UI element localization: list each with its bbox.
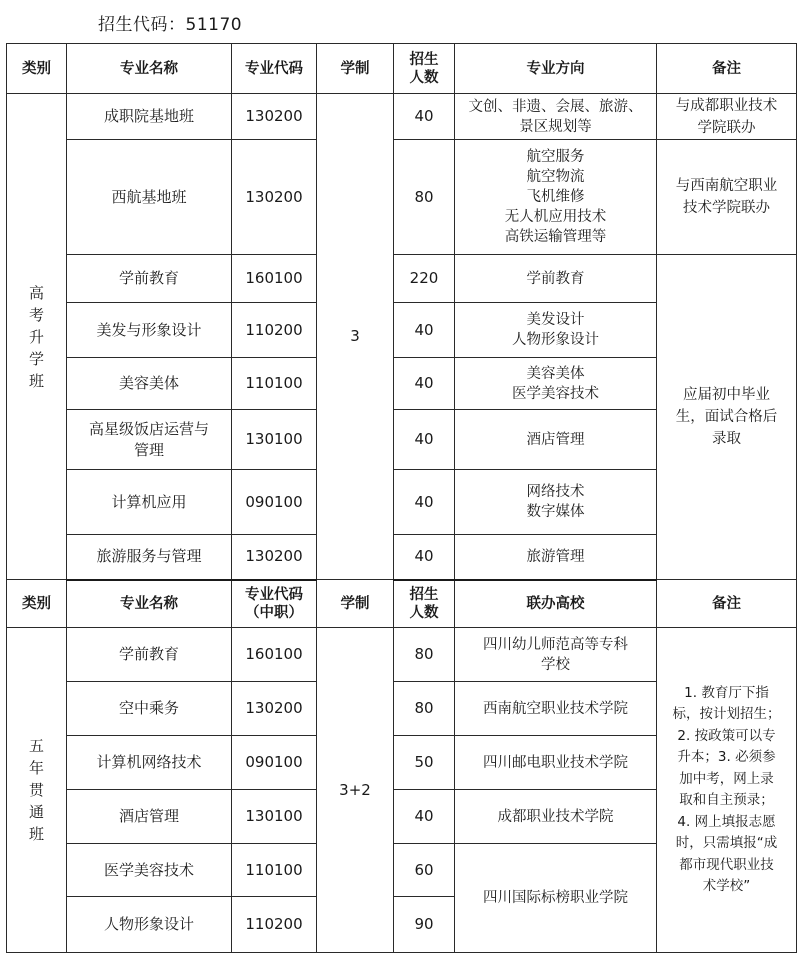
major-direction: 航空服务 航空物流 飞机维修 无人机应用技术 高铁运输管理等 (455, 140, 657, 255)
header-direction: 专业方向 (455, 44, 657, 94)
major-direction: 酒店管理 (455, 410, 657, 470)
major-name: 学前教育 (67, 255, 232, 303)
major-name: 人物形象设计 (67, 897, 232, 953)
enrollment-table (6, 43, 797, 953)
major-name: 医学美容技术 (67, 844, 232, 897)
major-code: 130200 (232, 535, 317, 580)
major-name: 计算机网络技术 (67, 736, 232, 790)
enroll-count: 40 (394, 94, 455, 140)
major-code: 160100 (232, 255, 317, 303)
major-code: 090100 (232, 470, 317, 535)
header-remark: 备注 (657, 44, 797, 94)
enroll-count: 60 (394, 844, 455, 897)
enrollment-code-title: 招生代码：51170 (98, 15, 243, 35)
major-code: 130200 (232, 682, 317, 736)
major-name: 成职院基地班 (67, 94, 232, 140)
major-code: 110100 (232, 358, 317, 410)
partner-school: 成都职业技术学院 (455, 790, 657, 844)
section-category-gaokao: 高 考 升 学 班 (7, 94, 67, 580)
remark: 与成都职业技术 学院联办 (657, 94, 797, 140)
header-remark: 备注 (657, 580, 797, 628)
major-name: 美发与形象设计 (67, 303, 232, 358)
enroll-count: 40 (394, 470, 455, 535)
enroll-count: 220 (394, 255, 455, 303)
table-row (7, 628, 797, 682)
major-code: 110200 (232, 897, 317, 953)
major-direction: 美容美体 医学美容技术 (455, 358, 657, 410)
table-row (7, 94, 797, 140)
major-direction: 网络技术 数字媒体 (455, 470, 657, 535)
duration-value: 3+2 (317, 628, 394, 953)
header-school: 联办高校 (455, 580, 657, 628)
duration-value: 3 (317, 94, 394, 580)
major-name: 美容美体 (67, 358, 232, 410)
major-name: 酒店管理 (67, 790, 232, 844)
major-code: 160100 (232, 628, 317, 682)
header-row-1 (7, 44, 797, 94)
major-code: 110200 (232, 303, 317, 358)
notes: 1. 教育厅下指 标，按计划招生； 2. 按政策可以专 升本；3. 必须参 加中考，网上录 取和自主预录； 4. 网上填报志愿 时，只需填报“成 都市现代职业技 术学校” (657, 628, 797, 953)
header-enroll: 招生 人数 (394, 44, 455, 94)
major-direction: 美发设计 人物形象设计 (455, 303, 657, 358)
table-row (7, 140, 797, 255)
major-name: 高星级饭店运营与 管理 (67, 410, 232, 470)
header-duration: 学制 (317, 580, 394, 628)
header-major: 专业名称 (67, 580, 232, 628)
major-code: 090100 (232, 736, 317, 790)
enroll-count: 40 (394, 410, 455, 470)
partner-school: 四川国际标榜职业学院 (455, 844, 657, 953)
enroll-count: 80 (394, 628, 455, 682)
major-code: 130200 (232, 94, 317, 140)
header-row-2 (7, 580, 797, 628)
major-name: 计算机应用 (67, 470, 232, 535)
major-name: 学前教育 (67, 628, 232, 682)
enroll-count: 50 (394, 736, 455, 790)
enroll-count: 90 (394, 897, 455, 953)
partner-school: 四川邮电职业技术学院 (455, 736, 657, 790)
major-code: 130100 (232, 790, 317, 844)
header-major: 专业名称 (67, 44, 232, 94)
major-code: 110100 (232, 844, 317, 897)
enroll-count: 40 (394, 303, 455, 358)
major-direction: 学前教育 (455, 255, 657, 303)
partner-school: 四川幼儿师范高等专科 学校 (455, 628, 657, 682)
enroll-count: 40 (394, 358, 455, 410)
enroll-count: 80 (394, 140, 455, 255)
major-name: 西航基地班 (67, 140, 232, 255)
major-direction: 旅游管理 (455, 535, 657, 580)
partner-school: 西南航空职业技术学院 (455, 682, 657, 736)
remark: 与西南航空职业 技术学院联办 (657, 140, 797, 255)
header-category: 类别 (7, 44, 67, 94)
header-code-secondary: 专业代码 （中职） (232, 580, 317, 628)
enroll-count: 80 (394, 682, 455, 736)
remark: 应届初中毕业 生，面试合格后 录取 (657, 255, 797, 580)
header-duration: 学制 (317, 44, 394, 94)
header-code: 专业代码 (232, 44, 317, 94)
major-direction: 文创、非遗、会展、旅游、 景区规划等 (455, 94, 657, 140)
table-row (7, 255, 797, 303)
major-name: 空中乘务 (67, 682, 232, 736)
major-code: 130200 (232, 140, 317, 255)
major-name: 旅游服务与管理 (67, 535, 232, 580)
header-enroll: 招生 人数 (394, 580, 455, 628)
enroll-count: 40 (394, 790, 455, 844)
section-category-five-year: 五 年 贯 通 班 (7, 628, 67, 953)
header-category: 类别 (7, 580, 67, 628)
enroll-count: 40 (394, 535, 455, 580)
major-code: 130100 (232, 410, 317, 470)
